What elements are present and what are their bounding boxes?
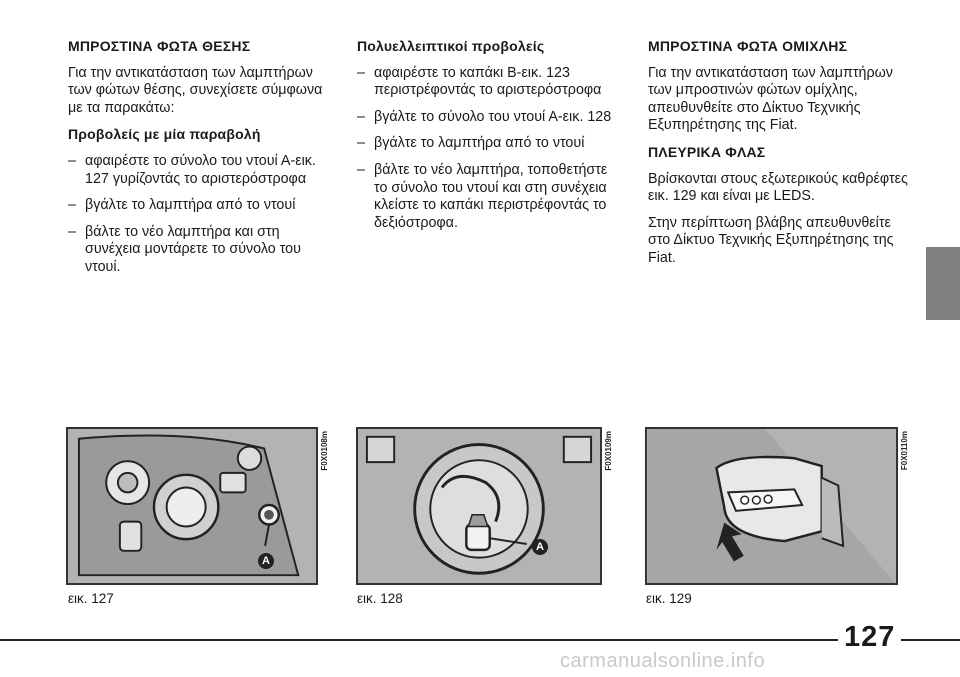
- heading-front-position-lights: ΜΠΡΟΣΤΙΝΑ ΦΩΤΑ ΘΕΣΗΣ: [68, 38, 251, 54]
- side-mirror-illustration: [647, 429, 896, 583]
- list-item: – βγάλτε το σύνολο του ντουί Α-εικ. 128: [357, 109, 619, 127]
- chapter-tab: [926, 247, 960, 320]
- figure-caption: εικ. 129: [646, 591, 692, 606]
- column-1: [68, 38, 330, 286]
- subheading-polyellipsoidal: Πολυελλειπτικοί προβολείς: [357, 38, 545, 54]
- figure-code: F0X0108m: [320, 431, 329, 471]
- headlamp-rear-illustration: [68, 429, 316, 583]
- figure-127: [66, 427, 318, 585]
- figure-caption: εικ. 127: [68, 591, 114, 606]
- figure-128: [356, 427, 602, 585]
- page-number: 127: [838, 622, 901, 652]
- watermark: carmanualsonline.info: [560, 650, 766, 672]
- list-item: – αφαιρέστε το καπάκι Β-εικ. 123 περιστρέφοντάς το αριστερόστροφα: [357, 65, 619, 100]
- bulb-holder-illustration: [358, 429, 600, 583]
- callout-label: A: [262, 555, 270, 567]
- callout-a: [258, 553, 274, 569]
- subheading-single-parabola: Προβολείς με μία παραβολή: [68, 126, 261, 143]
- figure-code: F0X0110m: [900, 431, 909, 471]
- list-item: – βγάλτε το λαμπτήρα από το ντουί: [357, 135, 619, 153]
- steps-list-single-parabola: [68, 153, 330, 277]
- side-indicators-paragraph: Βρίσκονται στους εξωτερικούς καθρέφτες εικ. 129 και είναι με LEDS.: [648, 170, 908, 205]
- footer-rule: [0, 639, 960, 641]
- list-item: – βάλτε το νέο λαμπτήρα και στη συνέχεια μοντάρετε το σύνολο του ντουί.: [68, 224, 330, 277]
- list-item: – βάλτε το νέο λαμπτήρα, τοποθετήστε το σύνολο του ντουί και στη συνέχεια κλείστε το καπάκι περιστρέφοντάς το δεξιόστροφα.: [357, 162, 619, 232]
- steps-list-polyellipsoidal: [357, 65, 619, 233]
- callout-a: [532, 539, 548, 555]
- fault-paragraph: Στην περίπτωση βλάβης απευθυνθείτε στο Δίκτυο Τεχνικής Εξυπηρέτησης της Fiat.: [648, 214, 894, 266]
- list-item: – βγάλτε το λαμπτήρα από το ντουί: [68, 197, 330, 215]
- figure-caption: εικ. 128: [357, 591, 403, 606]
- list-item: – αφαιρέστε το σύνολο του ντουί Α-εικ. 127 γυρίζοντάς το αριστερόστροφα: [68, 153, 330, 188]
- intro-paragraph: Για την αντικατάσταση των λαμπτήρων των φώτων θέσης, συνεχίσετε σύμφωνα με τα παρακάτω:: [68, 64, 323, 116]
- heading-side-indicators: ΠΛΕΥΡΙΚΑ ΦΛΑΣ: [648, 143, 766, 160]
- figure-129: [645, 427, 898, 585]
- column-3: [648, 38, 910, 277]
- fog-lights-paragraph: Για την αντικατάσταση των λαμπτήρων των μπροστινών φώτων ομίχλης, απευθυνθείτε στο Δίκτυο Τεχνικής Εξυπηρέτησης της Fiat.: [648, 64, 893, 134]
- callout-label: A: [536, 541, 544, 553]
- column-2: [357, 38, 619, 241]
- heading-fog-lights: ΜΠΡΟΣΤΙΝΑ ΦΩΤΑ ΟΜΙΧΛΗΣ: [648, 38, 848, 54]
- figure-code: F0X0109m: [604, 431, 613, 471]
